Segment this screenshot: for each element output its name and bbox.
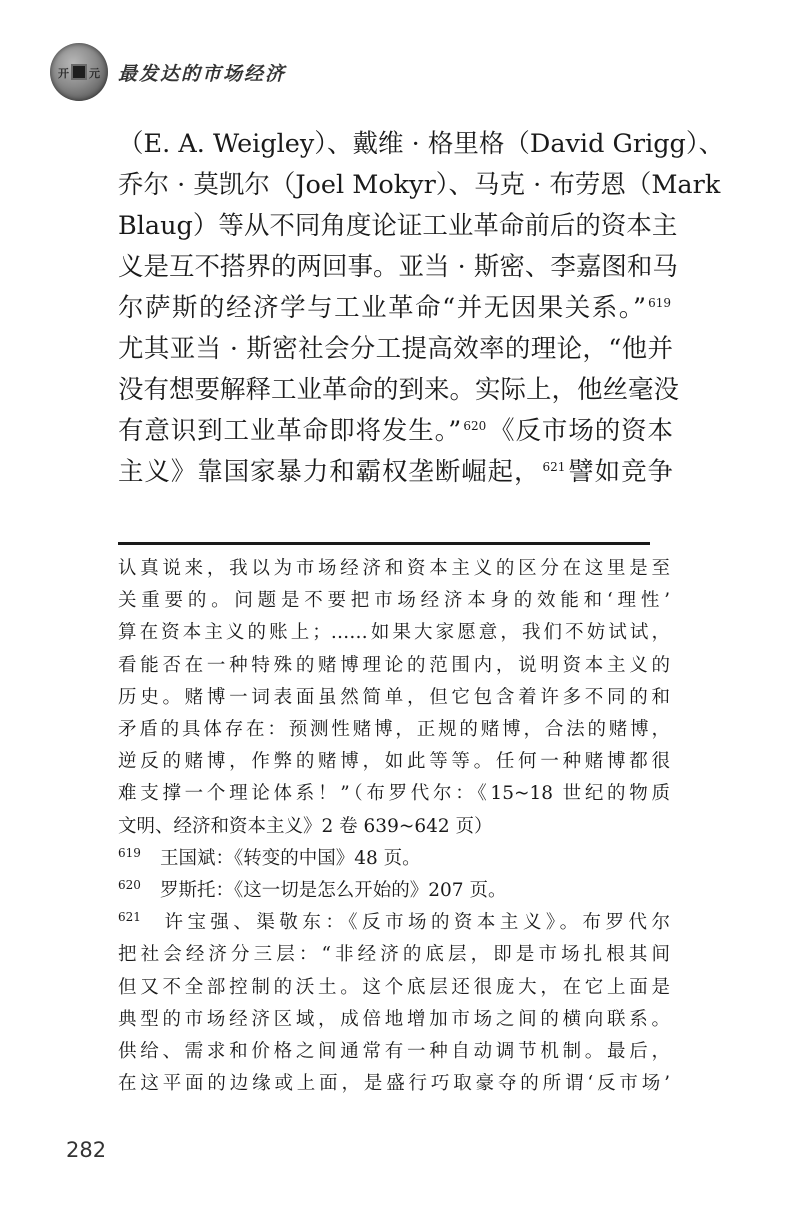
running-title: 最发达的市场经济	[118, 62, 287, 85]
footnote-line: 620 罗斯托：《这一切是怎么开始的》207 页。	[118, 877, 507, 902]
footnote-line: 难支撑一个理论体系！”（布罗代尔：《15~18 世纪的物质	[118, 783, 670, 805]
page-number: 282	[66, 1138, 107, 1162]
text-segment: 主义》靠国家暴力和霸权垄断崛起，	[118, 457, 541, 487]
footnote-line: 逆反的赌博，作弊的赌博，如此等等。任何一种赌博都很	[118, 751, 670, 773]
footnote-ref-619[interactable]: 619	[648, 295, 671, 310]
text-segment: 尔萨斯的经济学与工业革命“并无因果关系。”	[118, 293, 647, 323]
footnotes	[118, 553, 670, 1100]
coin-glyph-left: 开	[58, 67, 69, 80]
text-line: （E. A. Weigley）、戴维 · 格里格（David Grigg）、	[118, 129, 725, 159]
text-line	[118, 288, 673, 329]
footnote-620	[118, 875, 670, 907]
footnote-line: 在这平面的边缘或上面，是盛行巧取豪夺的所谓‘反市场’	[118, 1073, 670, 1095]
text-line: 尤其亚当 · 斯密社会分工提高效率的理论，“他并	[118, 334, 673, 364]
footnote-text: 罗斯托：《这一切是怎么开始的》207 页。	[160, 880, 507, 902]
main-paragraph	[118, 124, 725, 493]
footnote-line: 但又不全部控制的沃土。这个底层还很庞大，在它上面是	[118, 976, 670, 998]
text-line: 乔尔 · 莫凯尔（Joel Mokyr）、马克 · 布劳恩（Mark	[118, 170, 721, 200]
footnote-line: 典型的市场经济区域，成倍地增加市场之间的横向联系。	[118, 1008, 670, 1030]
text-line: 义是互不搭界的两回事。亚当 · 斯密、李嘉图和马	[118, 252, 678, 282]
text-line: Blaug）等从不同角度论证工业革命前后的资本主	[118, 211, 678, 241]
footnote-line: 认真说来，我以为市场经济和资本主义的区分在这里是至	[118, 558, 670, 579]
text-segment: 《反市场的资本	[488, 416, 673, 446]
text-line	[118, 452, 673, 493]
footnote-text: 王国斌：《转变的中国》48 页。	[160, 847, 421, 869]
footnote-621	[118, 907, 670, 1100]
footnote-line: 历史。赌博一词表面虽然简单，但它包含着许多不同的和	[118, 686, 670, 708]
footnote-line: 文明、经济和资本主义》2 卷 639~642 页）	[118, 815, 493, 837]
footnote-line: 把社会经济分三层：“非经济的底层，即是市场扎根其间	[118, 944, 670, 966]
coin-icon	[50, 43, 108, 101]
footnote-ref-620[interactable]: 620	[463, 418, 487, 433]
coin-glyph-right: 元	[89, 67, 100, 80]
text-segment: 譬如竞争	[567, 457, 673, 487]
main-text	[118, 124, 725, 493]
text-segment: 有意识到工业革命即将发生。”	[118, 416, 462, 446]
footnote-line: 619 王国斌：《转变的中国》48 页。	[118, 845, 421, 869]
footnote-continued	[118, 553, 670, 843]
running-header	[50, 42, 286, 102]
footnote-line: 供给、需求和价格之间通常有一种自动调节机制。最后，	[118, 1041, 670, 1063]
text-line: 没有想要解释工业革命的到来。实际上，他丝毫没	[118, 375, 680, 405]
footnote-divider	[118, 542, 650, 545]
footnote-line: 算在资本主义的账上；……如果大家愿意，我们不妨试试，	[118, 622, 670, 644]
footnote-line: 621 许宝强、渠敬东：《反市场的资本主义》。布罗代尔	[118, 910, 670, 934]
footnote-line: 矛盾的具体存在：预测性赌博，正规的赌博，合法的赌博，	[118, 719, 670, 741]
coin-hole	[71, 64, 87, 80]
text-line	[118, 411, 673, 452]
footnote-line: 看能否在一种特殊的赌博理论的范围内，说明资本主义的	[118, 654, 670, 676]
footnote-line: 关重要的。问题是不要把市场经济本身的效能和‘理性’	[118, 590, 670, 612]
footnote-ref-621[interactable]: 621	[542, 459, 566, 474]
footnote-619	[118, 843, 670, 875]
footnote-text: 许宝强、渠敬东：《反市场的资本主义》。布罗代尔	[160, 912, 670, 934]
